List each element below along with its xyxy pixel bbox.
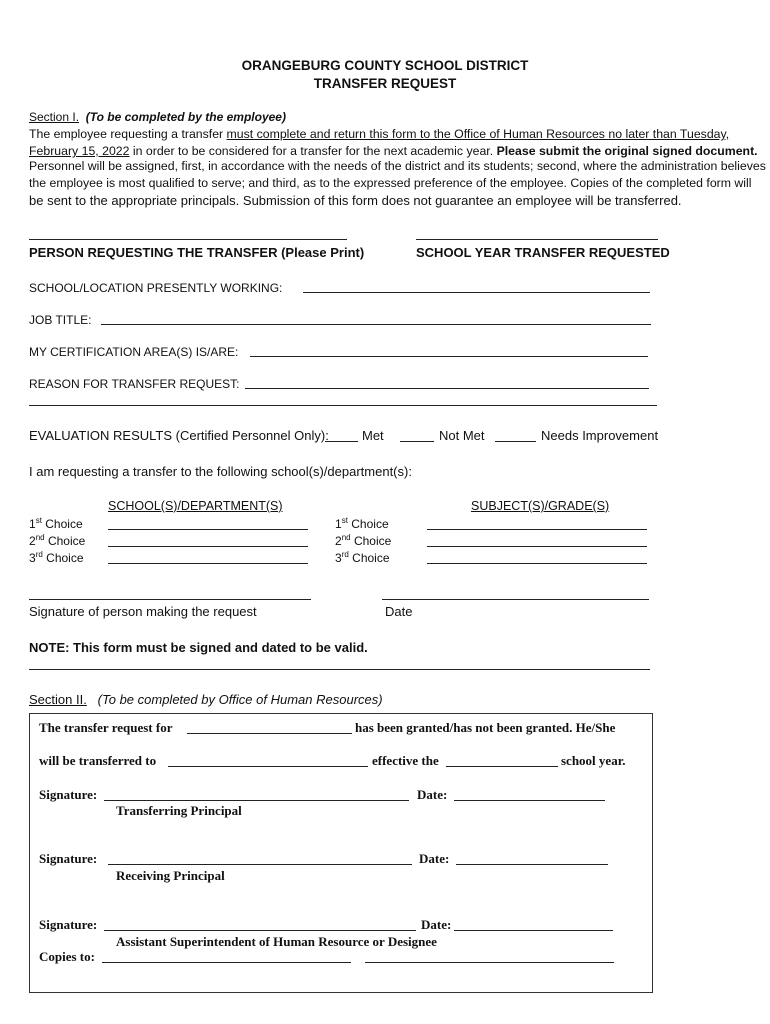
transfer-request-for-label: The transfer request for <box>39 720 173 735</box>
choice-label-3 <box>29 551 84 565</box>
divider-line <box>29 669 650 670</box>
sig2-label: Signature: <box>39 851 98 866</box>
section1-paragraph-line1 <box>29 126 729 143</box>
receiving-principal-signature-field[interactable] <box>108 864 412 865</box>
section2-note: (To be completed by Office of Human Resources) <box>97 692 383 707</box>
section1-paragraph-line5: be sent to the appropriate principals. Submission of this form does not guarantee an employee will be transferred. <box>29 193 682 208</box>
choice-num: 1 <box>335 517 342 531</box>
section1-paragraph-line3: Personnel will be assigned, first, in accordance with the needs of the district and its students; second, where the administration believes <box>29 159 766 173</box>
subject-choice-3-field[interactable] <box>427 563 647 564</box>
school-year-label: school year. <box>561 753 626 768</box>
copies-to-field-1[interactable] <box>102 962 351 963</box>
school-department-header: SCHOOL(S)/DEPARTMENT(S) <box>108 499 283 513</box>
choice-word: Choice <box>352 551 390 565</box>
school-location-field[interactable] <box>303 292 650 293</box>
eval-needs-blank[interactable] <box>495 441 536 442</box>
document-subtitle: TRANSFER REQUEST <box>313 76 457 91</box>
job-title-label: JOB TITLE: <box>29 313 92 327</box>
transfer-request-name-field[interactable] <box>187 733 352 734</box>
assistant-superintendent-label: Assistant Superintendent of Human Resource or Designee <box>116 934 437 949</box>
school-choice-1-field[interactable] <box>108 529 308 530</box>
choice-num: 3 <box>335 551 342 565</box>
choice-word: Choice <box>45 517 83 531</box>
certification-label: MY CERTIFICATION AREA(S) IS/ARE: <box>29 345 239 359</box>
subject-choice-2-field[interactable] <box>427 546 647 547</box>
eval-met-label: Met <box>362 428 384 443</box>
assistant-superintendent-date-field[interactable] <box>454 930 613 931</box>
reason-field[interactable] <box>245 388 649 389</box>
person-name-field[interactable] <box>29 239 347 240</box>
eval-met-blank[interactable] <box>325 441 358 442</box>
subject-choice-label-3 <box>335 551 390 565</box>
assistant-superintendent-signature-field[interactable] <box>104 930 416 931</box>
receiving-principal-label: Receiving Principal <box>116 868 225 883</box>
reason-field-continued[interactable] <box>29 405 657 406</box>
choice-num: 2 <box>29 534 36 548</box>
school-location-label: SCHOOL/LOCATION PRESENTLY WORKING: <box>29 281 283 295</box>
reason-label: REASON FOR TRANSFER REQUEST: <box>29 377 240 391</box>
copies-to-field-2[interactable] <box>365 962 614 963</box>
choice-num: 1 <box>29 517 36 531</box>
section2-label: Section II. <box>29 692 87 707</box>
certification-field[interactable] <box>250 356 648 357</box>
eval-not-met-blank[interactable] <box>400 441 434 442</box>
job-title-field[interactable] <box>101 324 651 325</box>
date2-label: Date: <box>419 851 450 866</box>
choice-num: 3 <box>29 551 36 565</box>
effective-year-field[interactable] <box>446 766 558 767</box>
school-year-field[interactable] <box>416 239 658 240</box>
sig3-label: Signature: <box>39 917 98 932</box>
subject-grade-header: SUBJECT(S)/GRADE(S) <box>471 499 610 513</box>
choice-label-1 <box>29 517 83 531</box>
school-choice-3-field[interactable] <box>108 563 308 564</box>
subject-choice-label-1 <box>335 517 389 531</box>
evaluation-label: EVALUATION RESULTS (Certified Personnel Only): <box>29 428 329 443</box>
transferred-to-field[interactable] <box>168 766 368 767</box>
eval-needs-label: Needs Improvement <box>541 428 659 443</box>
para-bold: Please submit the original signed document. <box>496 144 758 158</box>
section1-note: (To be completed by the employee) <box>85 110 286 124</box>
choice-suffix: nd <box>341 533 351 542</box>
school-choice-2-field[interactable] <box>108 546 308 547</box>
school-year-label: SCHOOL YEAR TRANSFER REQUESTED <box>416 245 670 260</box>
request-intro: I am requesting a transfer to the following school(s)/department(s): <box>29 464 412 479</box>
transferring-principal-signature-field[interactable] <box>104 800 409 801</box>
document-title: ORANGEBURG COUNTY SCHOOL DISTRICT <box>241 58 529 73</box>
date-label: Date <box>385 604 413 619</box>
effective-label: effective the <box>372 753 439 768</box>
section1-label: Section I. <box>29 110 80 124</box>
transferred-to-label: will be transferred to <box>39 753 157 768</box>
subject-choice-label-2 <box>335 534 391 548</box>
granted-text: has been granted/has not been granted. He/She <box>355 720 616 735</box>
transferring-principal-date-field[interactable] <box>454 800 605 801</box>
choice-suffix: rd <box>35 550 43 559</box>
person-name-label: PERSON REQUESTING THE TRANSFER (Please Print) <box>29 245 365 260</box>
choice-word: Choice <box>353 534 392 548</box>
choice-word: Choice <box>47 534 86 548</box>
section2-heading <box>29 692 383 707</box>
section1-heading <box>29 110 286 124</box>
date1-label: Date: <box>417 787 448 802</box>
deadline-date: February 15, 2022 <box>29 144 130 158</box>
copies-to-label: Copies to: <box>39 949 95 964</box>
choice-suffix: st <box>341 516 348 525</box>
choice-label-2 <box>29 534 85 548</box>
receiving-principal-date-field[interactable] <box>456 864 608 865</box>
section1-paragraph-line4: the employee is most qualified to serve; and third, as to the expressed preference of the employee. Copies of the completed form will <box>29 176 752 190</box>
requester-signature-field[interactable] <box>29 599 311 600</box>
date3-label: Date: <box>421 917 452 932</box>
validity-note: NOTE: This form must be signed and dated to be valid. <box>29 640 368 655</box>
choice-num: 2 <box>335 534 342 548</box>
eval-not-met-label: Not Met <box>439 428 485 443</box>
choice-suffix: rd <box>341 550 349 559</box>
requester-date-field[interactable] <box>382 599 649 600</box>
transferring-principal-label: Transferring Principal <box>116 803 242 818</box>
choice-word: Choice <box>46 551 84 565</box>
para-underlined: must complete and return this form to the Office of Human Resources no later than Tuesday, <box>226 127 730 141</box>
choice-suffix: nd <box>35 533 45 542</box>
choice-word: Choice <box>351 517 389 531</box>
signature-label: Signature of person making the request <box>29 604 257 619</box>
para-text: The employee requesting a transfer <box>29 127 227 141</box>
subject-choice-1-field[interactable] <box>427 529 647 530</box>
choice-suffix: st <box>35 516 42 525</box>
para-text: in order to be considered for a transfer for the next academic year. <box>129 144 497 158</box>
sig1-label: Signature: <box>39 787 98 802</box>
